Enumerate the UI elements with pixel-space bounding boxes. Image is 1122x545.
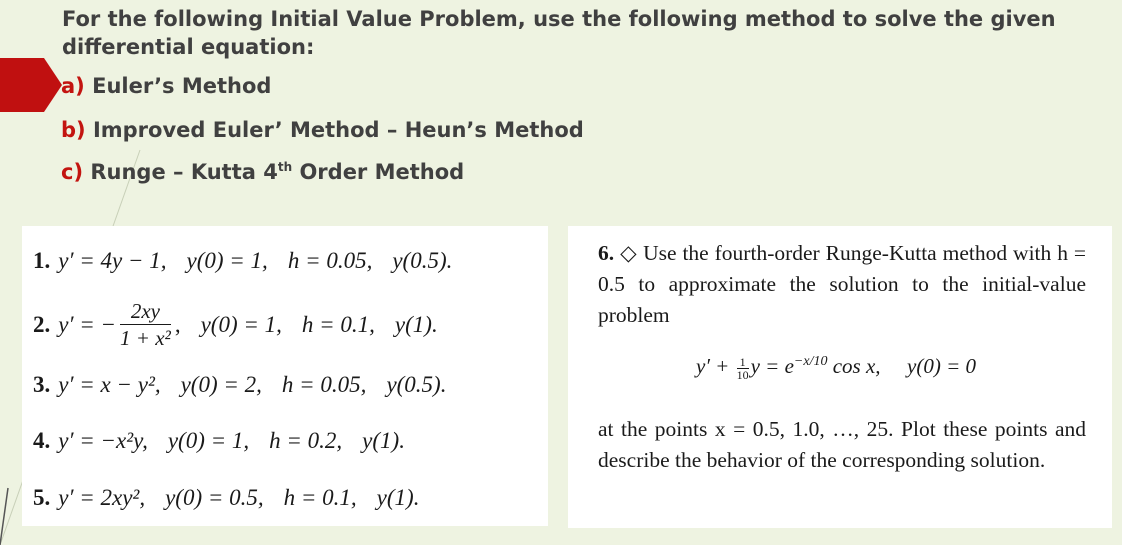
problem-equation-lhs: y′ = −: [58, 311, 117, 337]
problem-target: y(1).: [394, 311, 438, 337]
eq-fraction-denominator: 10: [736, 367, 749, 382]
problem-1: [33, 248, 452, 274]
instructions-heading: [62, 5, 1062, 61]
method-b-text: Improved Euler’ Method – Heun’s Method: [92, 118, 584, 142]
problem-number: 3.: [33, 372, 51, 397]
problem-initial-condition: y(0) = 1,: [167, 428, 250, 453]
method-a: [61, 74, 271, 98]
eq-fraction: [737, 356, 749, 381]
problem-initial-condition: y(0) = 1,: [186, 248, 268, 273]
method-c-label: c): [61, 160, 84, 184]
eq-rhs: cos x,: [832, 354, 881, 378]
heading-line-2: differential equation:: [62, 35, 315, 59]
problem-initial-condition: y(0) = 0.5,: [165, 485, 264, 510]
problem-4: [33, 428, 405, 454]
problem-number: 1.: [33, 248, 51, 273]
fraction-numerator: 2xy: [120, 298, 171, 325]
problem-equation: y′ = 2xy²,: [58, 485, 146, 510]
problem-equation: y′ = −x²y,: [58, 428, 148, 453]
method-c-superscript: th: [277, 160, 293, 174]
problem-6-number: 6.: [598, 241, 615, 265]
method-a-text: Euler’s Method: [92, 74, 272, 98]
problem-6-intro-text: Use the fourth-order Runge-Kutta method with h = 0.5 to approximate the solution to the initial-value problem: [598, 241, 1087, 327]
problem-target: y(1).: [362, 428, 405, 453]
method-c: [61, 160, 464, 184]
problem-6-intro: [598, 238, 1086, 331]
problem-fraction: [120, 298, 171, 351]
problem-equation: y′ = x − y²,: [58, 372, 161, 397]
problem-6-equation: [696, 354, 976, 381]
eq-lhs: y′ +: [696, 354, 730, 378]
problem-initial-condition: y(0) = 2,: [180, 372, 262, 397]
method-b-label: b): [61, 118, 86, 142]
fraction-denominator: 1 + x²: [120, 326, 171, 350]
method-c-text: Runge – Kutta 4: [90, 160, 278, 184]
problems-panel: [22, 226, 548, 526]
problem-number: 5.: [33, 485, 51, 510]
problem-step-size: h = 0.05,: [281, 372, 367, 397]
eq-exponent: −x/10: [793, 354, 828, 369]
method-b: [61, 118, 584, 142]
eq-mid: y = e: [750, 354, 794, 378]
problem-step-size: h = 0.05,: [287, 248, 373, 273]
eq-initial-condition: y(0) = 0: [907, 354, 977, 378]
problem-6-panel: [568, 226, 1112, 528]
method-a-label: a): [61, 74, 85, 98]
problem-3: [33, 372, 446, 398]
problem-target: y(0.5).: [386, 372, 447, 397]
problem-comma: ,: [174, 311, 181, 337]
problem-target: y(0.5).: [392, 248, 453, 273]
problem-step-size: h = 0.1,: [301, 311, 375, 337]
problem-target: y(1).: [376, 485, 420, 510]
problem-5: [33, 485, 419, 511]
problem-6-outro: at the points x = 0.5, 1.0, …, 25. Plot these points and describe the behavior of the corresponding solution.: [598, 417, 1086, 472]
problem-initial-condition: y(0) = 1,: [200, 311, 282, 337]
diamond-icon: ◇: [620, 241, 638, 265]
problem-step-size: h = 0.2,: [269, 428, 343, 453]
method-c-tail: Order Method: [299, 160, 465, 184]
problem-number: 2.: [33, 311, 51, 337]
problem-step-size: h = 0.1,: [283, 485, 357, 510]
eq-fraction-numerator: 1: [737, 356, 749, 369]
red-arrow-marker: [0, 58, 62, 112]
problem-2: [33, 298, 438, 351]
problem-equation: y′ = 4y − 1,: [58, 248, 167, 273]
heading-line-1: For the following Initial Value Problem, use the following method to solve the given: [62, 7, 1056, 31]
problem-number: 4.: [33, 428, 51, 453]
